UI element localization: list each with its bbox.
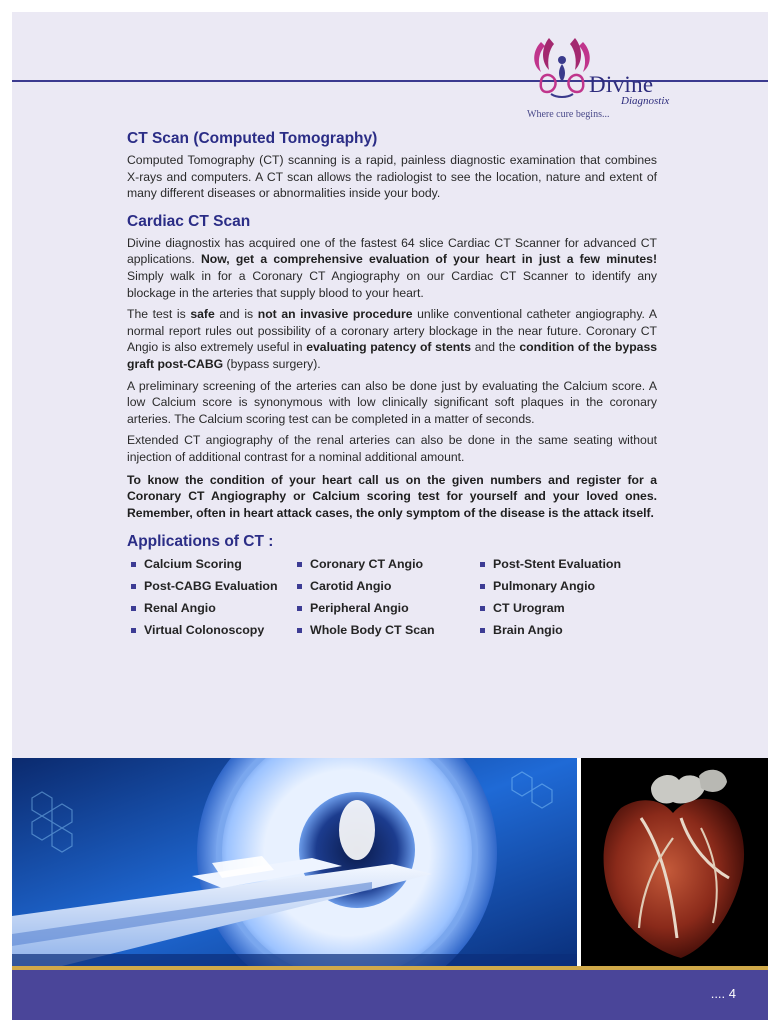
list-item: Virtual Colonoscopy — [131, 623, 264, 637]
square-bullet-icon — [131, 562, 136, 567]
logo-name: Divine — [589, 72, 654, 97]
square-bullet-icon — [480, 606, 485, 611]
photo-band — [12, 758, 768, 966]
list-item: Calcium Scoring — [131, 557, 242, 571]
list-item: Post-Stent Evaluation — [480, 557, 621, 571]
square-bullet-icon — [297, 562, 302, 567]
square-bullet-icon — [131, 606, 136, 611]
applications-heading: Applications of CT : — [127, 533, 274, 551]
square-bullet-icon — [131, 584, 136, 589]
list-item: Post-CABG Evaluation — [131, 579, 278, 593]
heart-3d-image — [581, 758, 768, 966]
main-content — [127, 130, 657, 647]
ct-scan-heading: CT Scan (Computed Tomography) — [127, 130, 378, 147]
square-bullet-icon — [131, 628, 136, 633]
list-item: Brain Angio — [480, 623, 563, 637]
square-bullet-icon — [297, 606, 302, 611]
square-bullet-icon — [480, 562, 485, 567]
square-bullet-icon — [297, 584, 302, 589]
ct-scan-paragraph: Computed Tomography (CT) scanning is a rapid, painless diagnostic examination that combines X-rays and computers. A CT scan allows the radiologist to see the location, nature and extent of many different diseases or abnormalities inside your body. — [127, 153, 657, 201]
call-to-action-paragraph: To know the condition of your heart call us on the given numbers and register for a Coronary CT Angiography or Calcium scoring test for yourself and your loved ones. Remember, often in heart attack cases, the only symptom of the disease is the attack itself. — [127, 472, 657, 520]
ct-scanner-image — [12, 758, 577, 966]
logo-subname: Diagnostix — [621, 95, 670, 107]
cardiac-ct-heading: Cardiac CT Scan — [127, 212, 251, 230]
list-item: Renal Angio — [131, 601, 216, 615]
cardiac-paragraph-2: The test is safe and is not an invasive procedure unlike conventional catheter angiography. A normal report rules out possibility of a coronary artery blockage in the near future. Coronary CT Angio is also extremely useful in evaluating patency of stents and the condition of the bypass graft post-CABG (bypass surgery). — [127, 307, 658, 371]
cardiac-paragraph-3: A preliminary screening of the arteries can also be done just by evaluating the Calcium score. A low Calcium score is synonymous with low clinically significant soft plaques in the coronary arteries. The Calcium scoring test can be completed in a matter of seconds. — [127, 378, 657, 426]
lotus-logo-icon — [527, 36, 597, 100]
brand-logo — [527, 36, 727, 126]
page-number: .... 4 — [710, 986, 736, 1001]
heart-icon — [581, 758, 768, 966]
page — [12, 12, 768, 1020]
list-item: Coronary CT Angio — [297, 557, 423, 571]
applications-list — [127, 557, 657, 647]
square-bullet-icon — [480, 584, 485, 589]
list-item: Pulmonary Angio — [480, 579, 595, 593]
square-bullet-icon — [480, 628, 485, 633]
logo-tagline: Where cure begins... — [527, 109, 610, 120]
list-item: Carotid Angio — [297, 579, 391, 593]
list-item: Whole Body CT Scan — [297, 623, 435, 637]
list-item: Peripheral Angio — [297, 601, 409, 615]
footer-bar — [12, 970, 768, 1020]
square-bullet-icon — [297, 628, 302, 633]
cardiac-paragraph-1: Divine diagnostix has acquired one of the fastest 64 slice Cardiac CT Scanner for advanced CT applications. Now, get a comprehensive evaluation of your heart in just a few minutes! Simply walk in for a Coronary CT Angiography on our Cardiac CT Scanner to identify any blockage in the arteries that supply blood to your heart. — [127, 235, 657, 300]
list-item: CT Urogram — [480, 601, 565, 615]
cardiac-paragraph-4: Extended CT angiography of the renal arteries can also be done in the same seating without injection of additional contrast for a nominal additional amount. — [127, 433, 657, 464]
